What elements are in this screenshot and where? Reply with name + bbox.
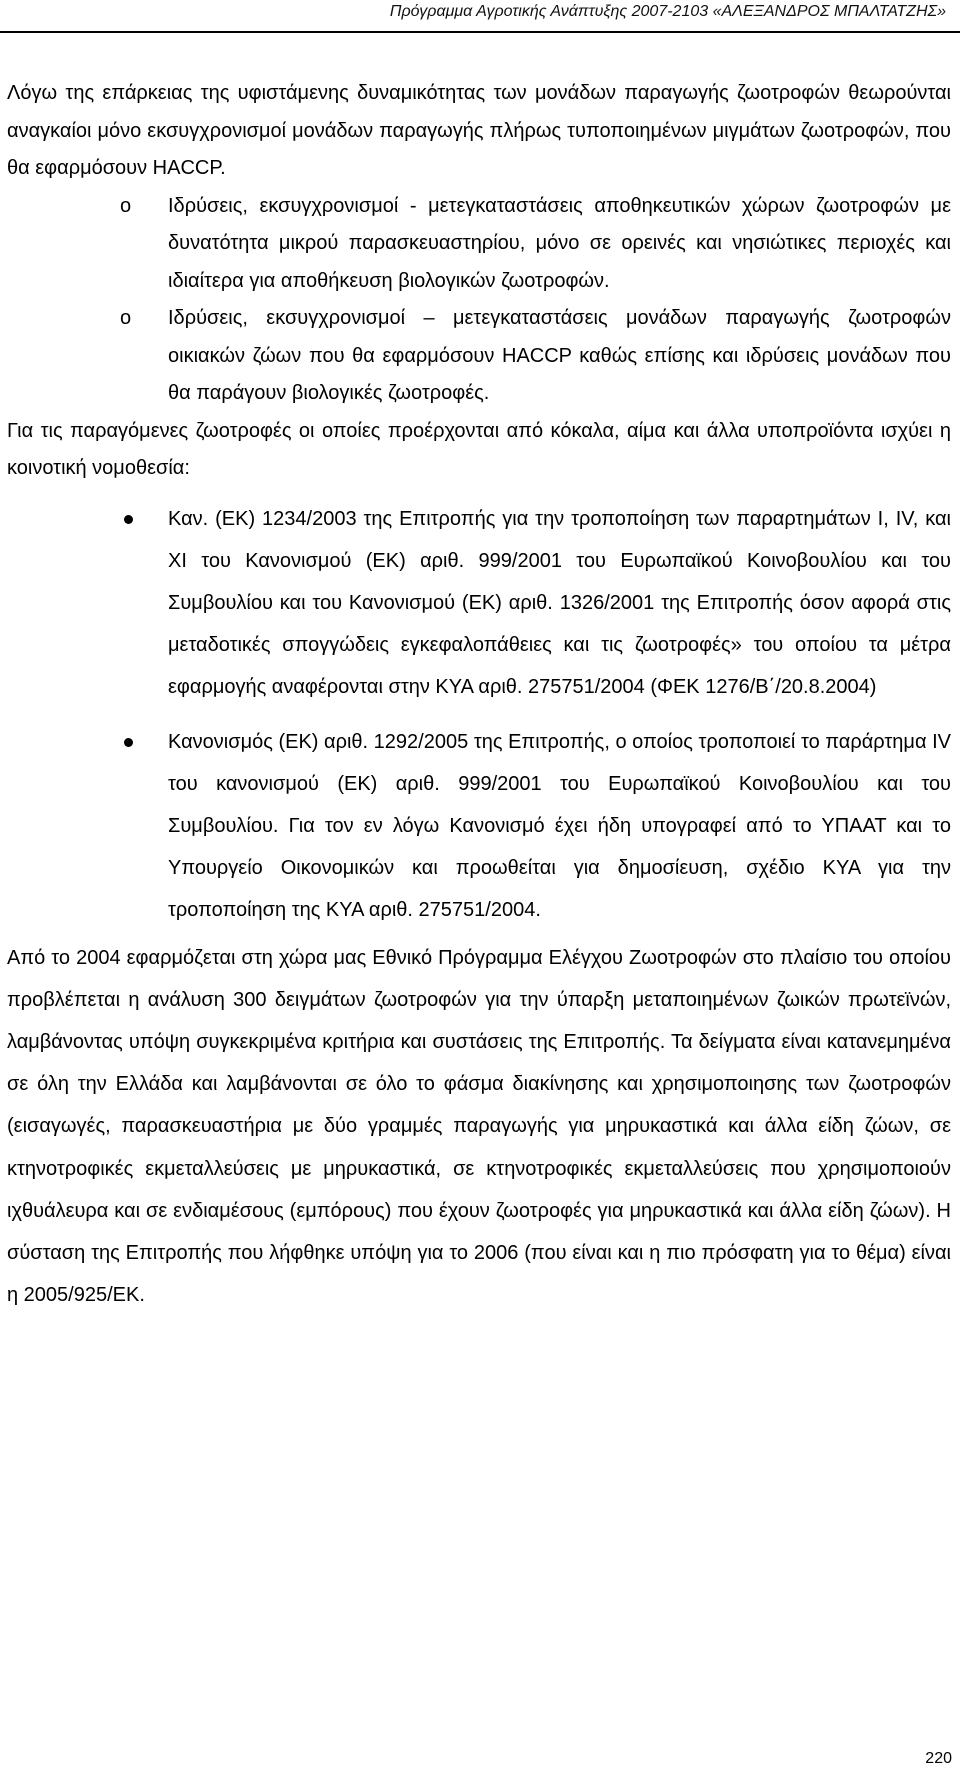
sub-list-item <box>7 188 951 301</box>
legislation-paragraph: Για τις παραγόμενες ζωοτροφές οι οποίες προέρχονται από κόκαλα, αίμα και άλλα υποπροϊόντα ισχύει η κοινοτική νομοθεσία: <box>7 419 951 479</box>
intro-paragraph: Λόγω της επάρκειας της υφιστάμενης δυναμικότητας των μονάδων παραγωγής ζωοτροφών θεωρούνται αναγκαίοι μόνο εκσυγχρονισμοί μονάδων παραγωγής πλήρως τυποποιημένων μιγμάτων ζωοτροφών, που θα εφαρμόσουν HACCP. <box>7 82 951 179</box>
page-content <box>7 75 951 1316</box>
sub-item-text: Ιδρύσεις, εκσυγχρονισμοί – μετεγκαταστάσεις μονάδων παραγωγής ζωοτροφών οικιακών ζώων που θα εφαρμόσουν HACCP καθώς επίσης και ιδρύσεις μονάδων που θα παράγουν βιολογικές ζωοτροφές. <box>168 307 951 404</box>
circle-bullet-icon: o <box>120 194 132 217</box>
bullet-dot-icon <box>124 515 133 524</box>
bullet-dot-icon <box>124 738 133 747</box>
circle-bullet-icon: o <box>120 307 132 329</box>
running-header: Πρόγραμμα Αγροτικής Ανάπτυξης 2007-2103 «ΑΛΕΞΑΝΔΡΟΣ ΜΠΑΛΤΑΤΖΗΣ» <box>389 3 946 20</box>
page-number: 220 <box>925 1750 952 1767</box>
sub-item-list <box>7 188 951 413</box>
sub-list-item <box>7 300 951 413</box>
program-paragraph: Από το 2004 εφαρμόζεται στη χώρα μας Εθνικό Πρόγραμμα Ελέγχου Ζωοτροφών στο πλαίσιο του οποίου προβλέπεται η ανάλυση 300 δειγμάτων ζωοτροφών για την ύπαρξη μεταποιημένων ζωικών πρωτεϊνών, λαμβάνοντας υπόψη συγκεκριμένα κριτήρια και συστάσεις της Επιτροπής. Τα δείγματα είναι κατανεμημένα σε όλη την Ελλάδα και λαμβάνονται σε όλο το φάσμα διακίνησης και χρησιμοποιησης των ζωοτροφών (εισαγωγές, παρασκευαστήρια με δύο γραμμές παραγωγής για μηρυκαστικά και άλλα είδη ζώων, σε κτηνοτροφικές εκμεταλλεύσεις με μηρυκαστικά, σε κτηνοτροφικές εκμεταλλεύσεις που χρησιμοποιούν ιχθυάλευρα και σε ενδιαμέσους (εμπόρους) που έχουν ζωοτροφές για μηρυκαστικά και άλλα είδη ζώων). Η σύσταση της Επιτροπής που λήφθηκε υπόψη για το 2006 (που είναι και η πιο πρόσφατη για το θέμα) είναι η 2005/925/ΕΚ. <box>7 946 951 1307</box>
bullet-list-item <box>7 721 951 932</box>
spacer <box>7 488 951 498</box>
sub-item-text: Ιδρύσεις, εκσυγχρονισμοί - μετεγκαταστάσεις αποθηκευτικών χώρων ζωοτροφών με δυνατότητα μικρού παρασκευαστηρίου, μόνο σε ορεινές και νησιώτικες περιοχές και ιδιαίτερα για αποθήκευση βιολογικών ζωοτροφών. <box>168 194 951 292</box>
legislation-bullet-list <box>7 498 951 932</box>
bullet-item-text: Καν. (ΕΚ) 1234/2003 της Επιτροπής για την τροποποίηση των παραρτημάτων I, IV, και XI του Κανονισμού (ΕΚ) αριθ. 999/2001 του Ευρωπαϊκού Κοινοβουλίου και του Συμβουλίου και του Κανονισμού (ΕΚ) αριθ. 1326/2001 της Επιτροπής όσον αφορά στις μεταδοτικές σπογγώδεις εγκεφαλοπάθειες και τις ζωοτροφές» του οποίου τα μέτρα εφαρμογής αναφέρονται στην ΚΥΑ αριθ. 275751/2004 (ΦΕΚ 1276/Β΄/20.8.2004) <box>168 507 951 699</box>
bullet-list-item <box>7 498 951 709</box>
header-divider <box>0 31 960 33</box>
bullet-item-text: Κανονισμός (ΕΚ) αριθ. 1292/2005 της Επιτροπής, ο οποίος τροποποιεί το παράρτημα IV του κανονισμού (ΕΚ) αριθ. 999/2001 του Ευρωπαϊκού Κοινοβουλίου και του Συμβουλίου. Για τον εν λόγω Κανονισμό έχει ήδη υπογραφεί από το ΥΠΑΑΤ και το Υπουργείο Οικονομικών και προωθείται για δημοσίευση, σχέδιο ΚΥΑ για την τροποποίηση της ΚΥΑ αριθ. 275751/2004. <box>168 730 951 922</box>
